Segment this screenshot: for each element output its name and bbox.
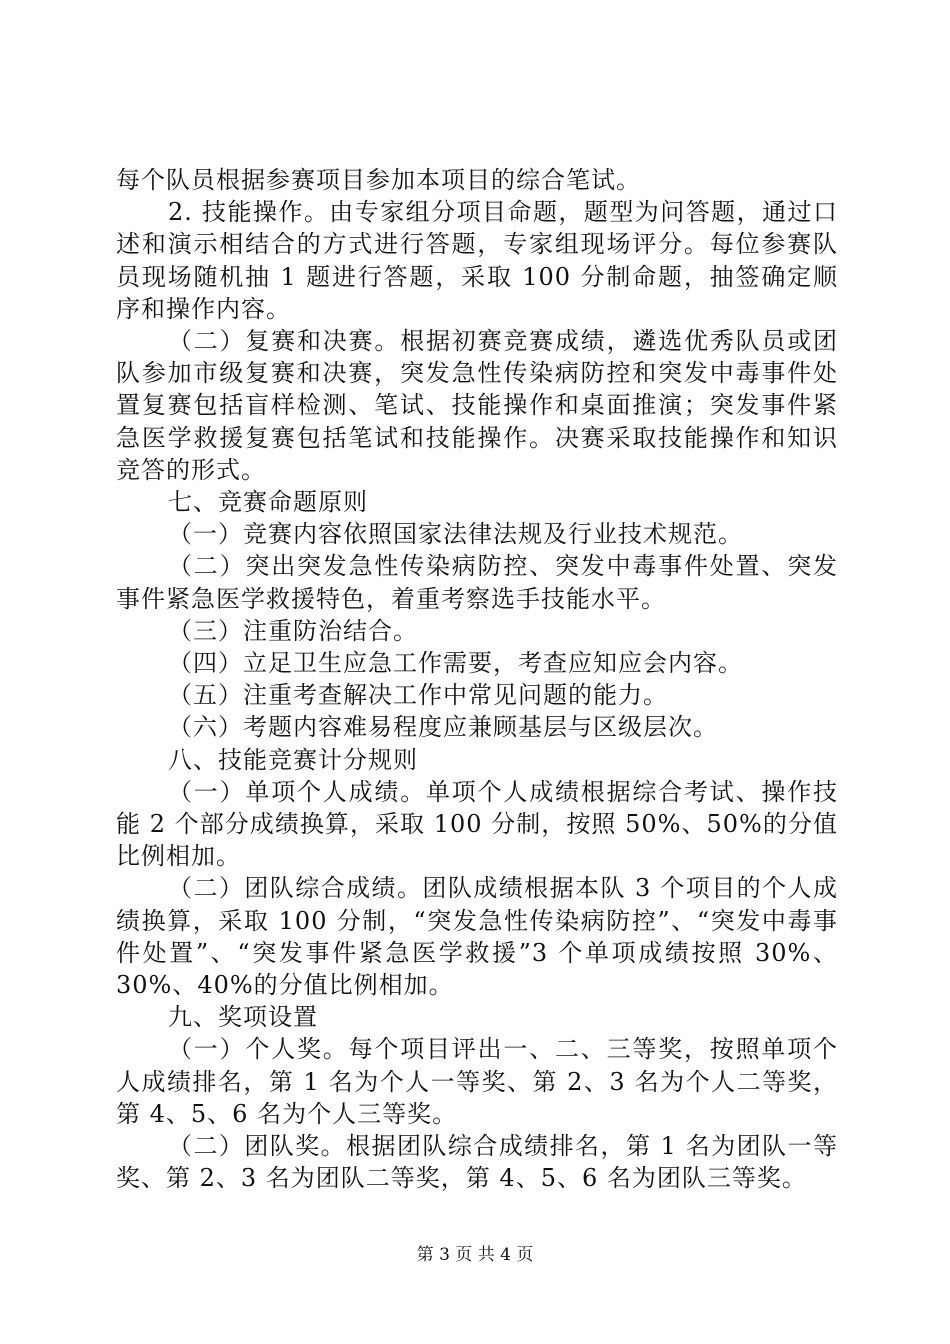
paragraph-6: （二）突出突发急性传染病防控、突发中毒事件处置、突发事件紧急医学救援特色，着重考察选手技能水平。 bbox=[116, 552, 838, 613]
section-heading-7: 七、竞赛命题原则 bbox=[168, 488, 368, 517]
paragraph-3: （二）复赛和决赛。根据初赛竞赛成绩，遴选优秀队员或团队参加市级复赛和决赛，突发急性传染病防控和突发中毒事件处置复赛包括盲样检测、笔试、技能操作和桌面推演；突发事件紧急医学救援复赛包括笔试和技能操作。决赛采取技能操作和知识竞答的形式。 bbox=[116, 327, 838, 484]
paragraph-12: （一）单项个人成绩。单项个人成绩根据综合考试、操作技能 2 个部分成绩换算，采取 100 分制，按照 50%、50%的分值比例相加。 bbox=[116, 777, 838, 871]
paragraph-15: （一）个人奖。每个项目评出一、二、三等奖，按照单项个人成绩排名，第 1 名为个人一等奖、第 2、3 名为个人二等奖，第 4、5、6 名为个人三等奖。 bbox=[116, 1035, 838, 1128]
paragraph-1: 每个队员根据参赛项目参加本项目的综合笔试。 bbox=[116, 166, 641, 194]
section-heading-8: 八、技能竞赛计分规则 bbox=[168, 745, 418, 774]
paragraph-2: 2. 技能操作。由专家组分项目命题，题型为问答题，通过口述和演示相结合的方式进行答题，专家组现场评分。每位参赛队员现场随机抽 1 题进行答题，采取 100 分制命题，抽签确定顺序和操作内容。 bbox=[116, 198, 838, 323]
paragraph-7: （三）注重防治结合。 bbox=[168, 616, 418, 645]
paragraph-13: （二）团队综合成绩。团队成绩根据本队 3 个项目的个人成绩换算，采取 100 分制，“突发急性传染病防控”、“突发中毒事件处置”、“突发事件紧急医学救援”3 个单项成绩按照 30%、30%、40%的分值比例相加。 bbox=[116, 874, 838, 1000]
page-number-footer: 第 3 页 共 4 页 bbox=[416, 1245, 534, 1265]
paragraph-8: （四）立足卫生应急工作需要，考查应知应会内容。 bbox=[168, 649, 743, 678]
paragraph-10: （六）考题内容难易程度应兼顾基层与区级层次。 bbox=[168, 713, 718, 742]
paragraph-16: （二）团队奖。根据团队综合成绩排名，第 1 名为团队一等奖、第 2、3 名为团队二等奖，第 4、5、6 名为团队三等奖。 bbox=[116, 1132, 838, 1193]
document-body bbox=[116, 164, 838, 1195]
paragraph-5: （一）竞赛内容依照国家法律法规及行业技术规范。 bbox=[168, 520, 743, 549]
section-heading-9: 九、奖项设置 bbox=[168, 1003, 318, 1032]
paragraph-9: （五）注重考查解决工作中常见问题的能力。 bbox=[168, 681, 668, 710]
